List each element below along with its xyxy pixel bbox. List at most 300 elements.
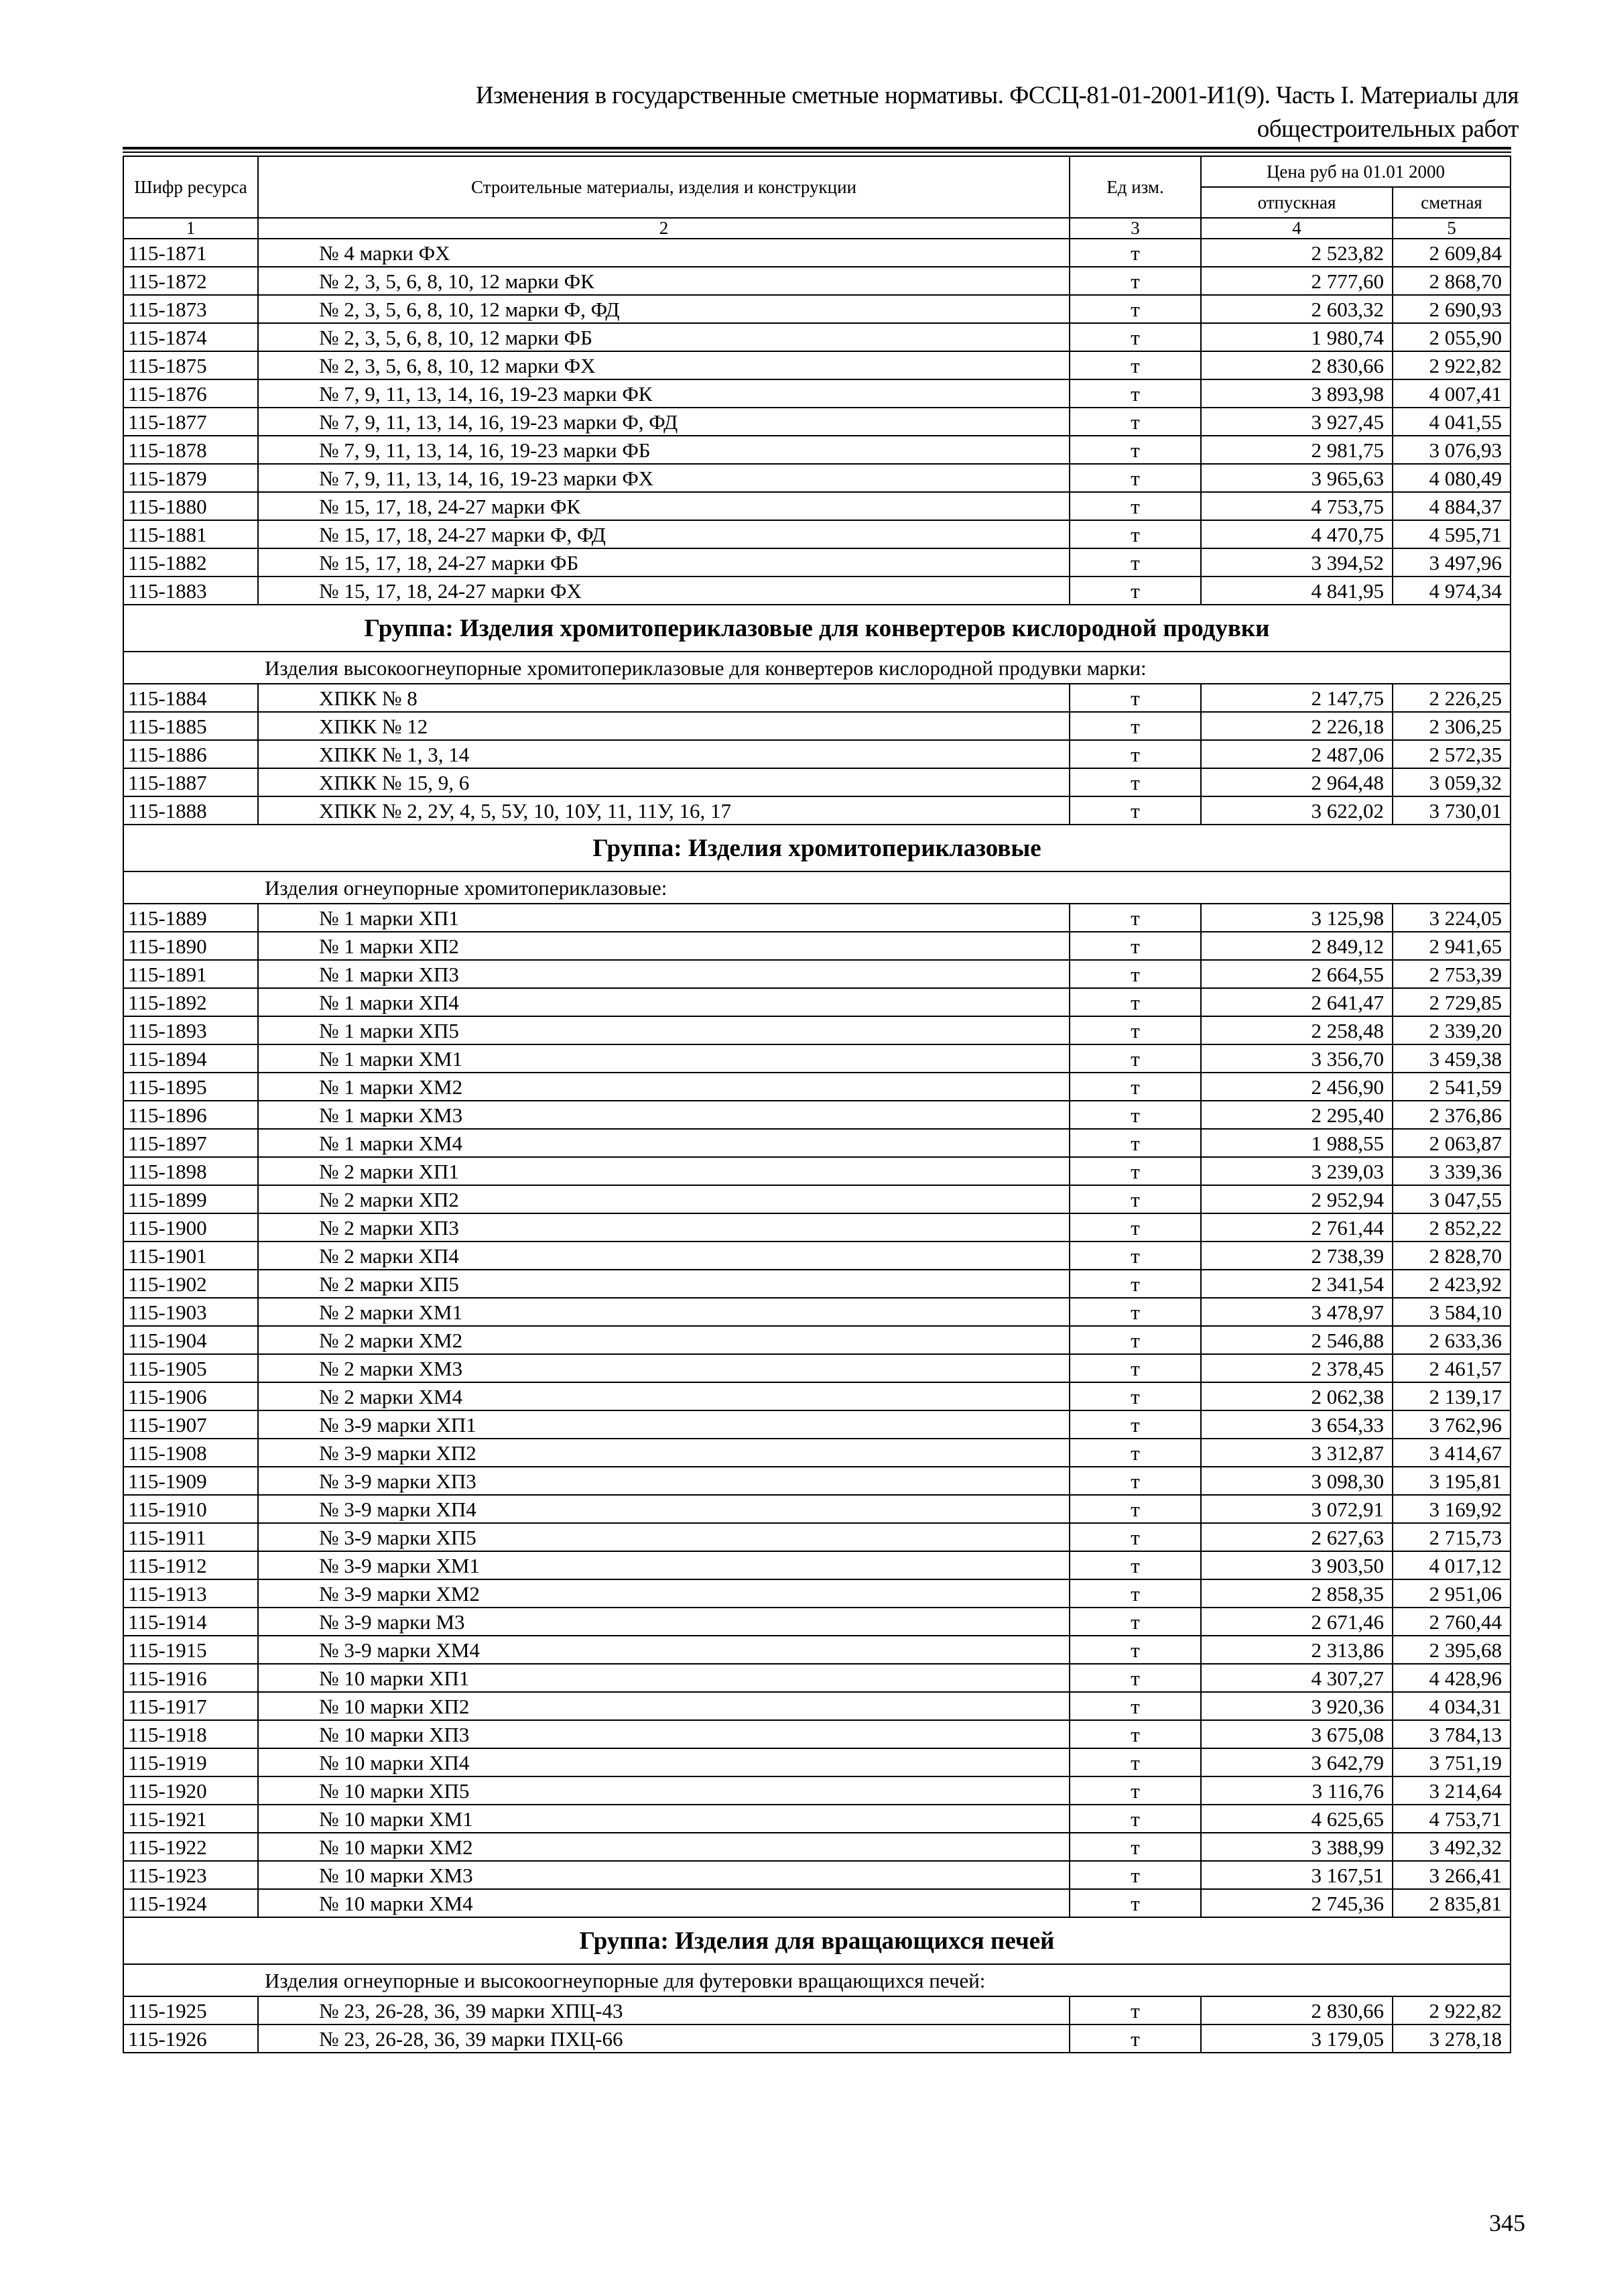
material-name: № 1 марки ХМ4 bbox=[258, 1129, 1070, 1157]
header-rule-thin bbox=[123, 152, 1511, 153]
table-row bbox=[123, 1410, 1511, 1439]
resource-code: 115-1919 bbox=[123, 1748, 258, 1776]
release-price: 2 830,66 bbox=[1201, 1996, 1393, 2025]
resource-code: 115-1902 bbox=[123, 1270, 258, 1298]
material-name: ХПКК № 12 bbox=[258, 712, 1070, 740]
resource-code: 115-1875 bbox=[123, 351, 258, 379]
estimate-price: 2 941,65 bbox=[1393, 932, 1511, 960]
resource-code: 115-1888 bbox=[123, 796, 258, 825]
unit: т bbox=[1070, 1805, 1201, 1833]
table-row bbox=[123, 740, 1511, 768]
unit: т bbox=[1070, 295, 1201, 323]
estimate-price: 4 428,96 bbox=[1393, 1664, 1511, 1692]
estimate-price: 3 730,01 bbox=[1393, 796, 1511, 825]
resource-code: 115-1881 bbox=[123, 520, 258, 548]
release-price: 2 341,54 bbox=[1201, 1270, 1393, 1298]
estimate-price: 3 047,55 bbox=[1393, 1185, 1511, 1213]
unit: т bbox=[1070, 740, 1201, 768]
estimate-price: 4 884,37 bbox=[1393, 492, 1511, 520]
material-name: № 10 марки ХМ1 bbox=[258, 1805, 1070, 1833]
estimate-price: 2 633,36 bbox=[1393, 1326, 1511, 1354]
unit: т bbox=[1070, 1410, 1201, 1439]
resource-code: 115-1915 bbox=[123, 1636, 258, 1664]
release-price: 2 147,75 bbox=[1201, 684, 1393, 712]
material-name: № 1 марки ХМ3 bbox=[258, 1101, 1070, 1129]
release-price: 2 456,90 bbox=[1201, 1073, 1393, 1101]
col-header-name: Строительные материалы, изделия и конструкции bbox=[258, 156, 1070, 218]
material-name: № 3-9 марки ХП3 bbox=[258, 1467, 1070, 1495]
resource-code: 115-1911 bbox=[123, 1523, 258, 1551]
col-number: 3 bbox=[1070, 218, 1201, 239]
resource-code: 115-1904 bbox=[123, 1326, 258, 1354]
material-name: № 3-9 марки ХП5 bbox=[258, 1523, 1070, 1551]
unit: т bbox=[1070, 1664, 1201, 1692]
resource-code: 115-1907 bbox=[123, 1410, 258, 1439]
material-name: № 10 марки ХП1 bbox=[258, 1664, 1070, 1692]
table-row bbox=[123, 323, 1511, 351]
estimate-price: 2 339,20 bbox=[1393, 1016, 1511, 1044]
material-name: ХПКК № 8 bbox=[258, 684, 1070, 712]
table-row bbox=[123, 1833, 1511, 1861]
table-row bbox=[123, 1270, 1511, 1298]
table-row bbox=[123, 1608, 1511, 1636]
table-row bbox=[123, 1692, 1511, 1720]
header-line-1: Изменения в государственные сметные нормативы. ФССЦ-81-01-2001-И1(9). Часть I. Материалы для bbox=[475, 82, 1519, 109]
unit: т bbox=[1070, 932, 1201, 960]
material-name: № 7, 9, 11, 13, 14, 16, 19-23 марки ФХ bbox=[258, 464, 1070, 492]
table-row bbox=[123, 492, 1511, 520]
estimate-price: 4 007,41 bbox=[1393, 379, 1511, 408]
resource-code: 115-1905 bbox=[123, 1354, 258, 1382]
unit: т bbox=[1070, 1889, 1201, 1917]
material-name: № 1 марки ХП2 bbox=[258, 932, 1070, 960]
unit: т bbox=[1070, 1467, 1201, 1495]
material-name: № 3-9 марки ХП2 bbox=[258, 1439, 1070, 1467]
material-name: № 2, 3, 5, 6, 8, 10, 12 марки Ф, ФД bbox=[258, 295, 1070, 323]
table-row bbox=[123, 436, 1511, 464]
resource-code: 115-1924 bbox=[123, 1889, 258, 1917]
estimate-price: 2 376,86 bbox=[1393, 1101, 1511, 1129]
estimate-price: 3 762,96 bbox=[1393, 1410, 1511, 1439]
table-row bbox=[123, 1636, 1511, 1664]
unit: т bbox=[1070, 379, 1201, 408]
unit: т bbox=[1070, 267, 1201, 295]
release-price: 3 622,02 bbox=[1201, 796, 1393, 825]
unit: т bbox=[1070, 1523, 1201, 1551]
estimate-price: 4 017,12 bbox=[1393, 1551, 1511, 1579]
material-name: № 10 марки ХП2 bbox=[258, 1692, 1070, 1720]
material-name: № 1 марки ХП4 bbox=[258, 988, 1070, 1016]
table-row bbox=[123, 904, 1511, 932]
unit: т bbox=[1070, 239, 1201, 267]
table-row bbox=[123, 796, 1511, 825]
unit: т bbox=[1070, 1044, 1201, 1073]
resource-code: 115-1872 bbox=[123, 267, 258, 295]
estimate-price: 3 076,93 bbox=[1393, 436, 1511, 464]
unit: т bbox=[1070, 1861, 1201, 1889]
estimate-price: 3 414,67 bbox=[1393, 1439, 1511, 1467]
release-price: 2 981,75 bbox=[1201, 436, 1393, 464]
table-row bbox=[123, 1720, 1511, 1748]
estimate-price: 4 041,55 bbox=[1393, 408, 1511, 436]
unit: т bbox=[1070, 492, 1201, 520]
unit: т bbox=[1070, 768, 1201, 796]
resource-code: 115-1884 bbox=[123, 684, 258, 712]
release-price: 2 641,47 bbox=[1201, 988, 1393, 1016]
release-price: 4 470,75 bbox=[1201, 520, 1393, 548]
resource-code: 115-1889 bbox=[123, 904, 258, 932]
release-price: 4 841,95 bbox=[1201, 577, 1393, 605]
unit: т bbox=[1070, 1213, 1201, 1242]
material-name: № 1 марки ХМ2 bbox=[258, 1073, 1070, 1101]
group-subtitle: Изделия огнеупорные и высокоогнеупорные для футеровки вращающихся печей: bbox=[123, 1964, 1511, 1996]
resource-code: 115-1926 bbox=[123, 2025, 258, 2053]
header-line-2: общестроительных работ bbox=[1257, 115, 1519, 143]
material-name: № 2 марки ХМ4 bbox=[258, 1382, 1070, 1410]
material-name: № 15, 17, 18, 24-27 марки ФБ bbox=[258, 548, 1070, 577]
release-price: 2 777,60 bbox=[1201, 267, 1393, 295]
unit: т bbox=[1070, 520, 1201, 548]
material-name: № 23, 26-28, 36, 39 марки ХПЦ-43 bbox=[258, 1996, 1070, 2025]
material-name: № 3-9 марки ХП4 bbox=[258, 1495, 1070, 1523]
resource-code: 115-1873 bbox=[123, 295, 258, 323]
unit: т bbox=[1070, 1298, 1201, 1326]
resource-code: 115-1922 bbox=[123, 1833, 258, 1861]
estimate-price: 2 306,25 bbox=[1393, 712, 1511, 740]
resource-code: 115-1898 bbox=[123, 1157, 258, 1185]
release-price: 2 858,35 bbox=[1201, 1579, 1393, 1608]
release-price: 3 675,08 bbox=[1201, 1720, 1393, 1748]
resource-code: 115-1925 bbox=[123, 1996, 258, 2025]
estimate-price: 2 139,17 bbox=[1393, 1382, 1511, 1410]
col-number: 1 bbox=[123, 218, 258, 239]
material-name: № 10 марки ХП4 bbox=[258, 1748, 1070, 1776]
table-row bbox=[123, 1298, 1511, 1326]
unit: т bbox=[1070, 1996, 1201, 2025]
estimate-price: 3 214,64 bbox=[1393, 1776, 1511, 1805]
release-price: 3 654,33 bbox=[1201, 1410, 1393, 1439]
group-heading bbox=[123, 1917, 1511, 1964]
unit: т bbox=[1070, 904, 1201, 932]
estimate-price: 3 492,32 bbox=[1393, 1833, 1511, 1861]
release-price: 3 903,50 bbox=[1201, 1551, 1393, 1579]
group-subtitle: Изделия высокоогнеупорные хромитопериклазовые для конвертеров кислородной продувки марки: bbox=[123, 652, 1511, 684]
unit: т bbox=[1070, 1833, 1201, 1861]
resource-code: 115-1886 bbox=[123, 740, 258, 768]
table-row bbox=[123, 1213, 1511, 1242]
col-number: 2 bbox=[258, 218, 1070, 239]
table-row bbox=[123, 1748, 1511, 1776]
release-price: 1 980,74 bbox=[1201, 323, 1393, 351]
resource-code: 115-1921 bbox=[123, 1805, 258, 1833]
estimate-price: 4 974,34 bbox=[1393, 577, 1511, 605]
estimate-price: 2 852,22 bbox=[1393, 1213, 1511, 1242]
material-name: № 10 марки ХМ4 bbox=[258, 1889, 1070, 1917]
release-price: 4 307,27 bbox=[1201, 1664, 1393, 1692]
unit: т bbox=[1070, 960, 1201, 988]
resource-code: 115-1897 bbox=[123, 1129, 258, 1157]
price-table bbox=[123, 156, 1511, 2053]
release-price: 3 098,30 bbox=[1201, 1467, 1393, 1495]
unit: т bbox=[1070, 1720, 1201, 1748]
unit: т bbox=[1070, 1636, 1201, 1664]
unit: т bbox=[1070, 577, 1201, 605]
release-price: 3 394,52 bbox=[1201, 548, 1393, 577]
unit: т bbox=[1070, 712, 1201, 740]
estimate-price: 2 395,68 bbox=[1393, 1636, 1511, 1664]
table-row bbox=[123, 520, 1511, 548]
release-price: 2 830,66 bbox=[1201, 351, 1393, 379]
resource-code: 115-1923 bbox=[123, 1861, 258, 1889]
release-price: 2 546,88 bbox=[1201, 1326, 1393, 1354]
release-price: 2 964,48 bbox=[1201, 768, 1393, 796]
material-name: № 1 марки ХП1 bbox=[258, 904, 1070, 932]
estimate-price: 3 584,10 bbox=[1393, 1298, 1511, 1326]
estimate-price: 3 266,41 bbox=[1393, 1861, 1511, 1889]
resource-code: 115-1879 bbox=[123, 464, 258, 492]
material-name: № 2 марки ХП1 bbox=[258, 1157, 1070, 1185]
table-row bbox=[123, 1016, 1511, 1044]
page-number: 345 bbox=[1489, 2210, 1525, 2236]
table-row bbox=[123, 1044, 1511, 1073]
table-body bbox=[123, 239, 1511, 2053]
unit: т bbox=[1070, 464, 1201, 492]
estimate-price: 3 195,81 bbox=[1393, 1467, 1511, 1495]
unit: т bbox=[1070, 1016, 1201, 1044]
group-title: Группа: Изделия хромитопериклазовые bbox=[123, 825, 1511, 871]
unit: т bbox=[1070, 1579, 1201, 1608]
group-heading bbox=[123, 605, 1511, 652]
resource-code: 115-1883 bbox=[123, 577, 258, 605]
resource-code: 115-1885 bbox=[123, 712, 258, 740]
estimate-price: 2 951,06 bbox=[1393, 1579, 1511, 1608]
resource-code: 115-1914 bbox=[123, 1608, 258, 1636]
document-header bbox=[476, 79, 1519, 146]
unit: т bbox=[1070, 1608, 1201, 1636]
resource-code: 115-1912 bbox=[123, 1551, 258, 1579]
table-row bbox=[123, 1326, 1511, 1354]
release-price: 2 664,55 bbox=[1201, 960, 1393, 988]
group-subtitle: Изделия огнеупорные хромитопериклазовые: bbox=[123, 871, 1511, 904]
estimate-price: 2 753,39 bbox=[1393, 960, 1511, 988]
material-name: № 7, 9, 11, 13, 14, 16, 19-23 марки Ф, ФД bbox=[258, 408, 1070, 436]
unit: т bbox=[1070, 1185, 1201, 1213]
release-price: 3 920,36 bbox=[1201, 1692, 1393, 1720]
material-name: № 3-9 марки ХМ4 bbox=[258, 1636, 1070, 1664]
material-name: № 15, 17, 18, 24-27 марки ФК bbox=[258, 492, 1070, 520]
estimate-price: 2 828,70 bbox=[1393, 1242, 1511, 1270]
table-row bbox=[123, 1129, 1511, 1157]
release-price: 3 312,87 bbox=[1201, 1439, 1393, 1467]
col-number: 4 bbox=[1201, 218, 1393, 239]
estimate-price: 4 753,71 bbox=[1393, 1805, 1511, 1833]
col-header-price: Цена руб на 01.01 2000 bbox=[1201, 156, 1511, 187]
resource-code: 115-1913 bbox=[123, 1579, 258, 1608]
unit: т bbox=[1070, 1495, 1201, 1523]
table-row bbox=[123, 239, 1511, 267]
table-row bbox=[123, 1861, 1511, 1889]
estimate-price: 3 224,05 bbox=[1393, 904, 1511, 932]
material-name: № 1 марки ХМ1 bbox=[258, 1044, 1070, 1073]
material-name: № 2 марки ХП2 bbox=[258, 1185, 1070, 1213]
table-row bbox=[123, 548, 1511, 577]
estimate-price: 2 868,70 bbox=[1393, 267, 1511, 295]
release-price: 2 603,32 bbox=[1201, 295, 1393, 323]
material-name: № 10 марки ХМ2 bbox=[258, 1833, 1070, 1861]
release-price: 2 738,39 bbox=[1201, 1242, 1393, 1270]
release-price: 3 179,05 bbox=[1201, 2025, 1393, 2053]
table-row bbox=[123, 1467, 1511, 1495]
resource-code: 115-1893 bbox=[123, 1016, 258, 1044]
table-row bbox=[123, 295, 1511, 323]
resource-code: 115-1899 bbox=[123, 1185, 258, 1213]
estimate-price: 2 063,87 bbox=[1393, 1129, 1511, 1157]
material-name: № 23, 26-28, 36, 39 марки ПХЦ-66 bbox=[258, 2025, 1070, 2053]
col-header-estimate-price: сметная bbox=[1393, 187, 1511, 218]
table-row bbox=[123, 712, 1511, 740]
table-row bbox=[123, 1354, 1511, 1382]
material-name: № 3-9 марки ХП1 bbox=[258, 1410, 1070, 1439]
group-title: Группа: Изделия хромитопериклазовые для конвертеров кислородной продувки bbox=[123, 605, 1511, 652]
material-name: № 2 марки ХМ3 bbox=[258, 1354, 1070, 1382]
material-name: № 15, 17, 18, 24-27 марки Ф, ФД bbox=[258, 520, 1070, 548]
release-price: 3 356,70 bbox=[1201, 1044, 1393, 1073]
resource-code: 115-1910 bbox=[123, 1495, 258, 1523]
material-name: ХПКК № 2, 2У, 4, 5, 5У, 10, 10У, 11, 11У, 16, 17 bbox=[258, 796, 1070, 825]
resource-code: 115-1903 bbox=[123, 1298, 258, 1326]
unit: т bbox=[1070, 1692, 1201, 1720]
material-name: № 2 марки ХМ2 bbox=[258, 1326, 1070, 1354]
table-row bbox=[123, 768, 1511, 796]
material-name: ХПКК № 15, 9, 6 bbox=[258, 768, 1070, 796]
table-row bbox=[123, 1996, 1511, 2025]
estimate-price: 2 690,93 bbox=[1393, 295, 1511, 323]
release-price: 2 313,86 bbox=[1201, 1636, 1393, 1664]
release-price: 2 952,94 bbox=[1201, 1185, 1393, 1213]
resource-code: 115-1880 bbox=[123, 492, 258, 520]
unit: т bbox=[1070, 1382, 1201, 1410]
group-subtitle-row bbox=[123, 871, 1511, 904]
release-price: 3 965,63 bbox=[1201, 464, 1393, 492]
resource-code: 115-1878 bbox=[123, 436, 258, 464]
table-row bbox=[123, 1242, 1511, 1270]
resource-code: 115-1917 bbox=[123, 1692, 258, 1720]
resource-code: 115-1920 bbox=[123, 1776, 258, 1805]
table-row bbox=[123, 1382, 1511, 1410]
resource-code: 115-1918 bbox=[123, 1720, 258, 1748]
material-name: № 10 марки ХП3 bbox=[258, 1720, 1070, 1748]
release-price: 3 478,97 bbox=[1201, 1298, 1393, 1326]
estimate-price: 3 784,13 bbox=[1393, 1720, 1511, 1748]
table-row bbox=[123, 351, 1511, 379]
resource-code: 115-1909 bbox=[123, 1467, 258, 1495]
table-row bbox=[123, 408, 1511, 436]
resource-code: 115-1900 bbox=[123, 1213, 258, 1242]
release-price: 2 849,12 bbox=[1201, 932, 1393, 960]
group-heading bbox=[123, 825, 1511, 871]
material-name: № 2 марки ХМ1 bbox=[258, 1298, 1070, 1326]
table-row bbox=[123, 1073, 1511, 1101]
unit: т bbox=[1070, 1776, 1201, 1805]
table-row bbox=[123, 1776, 1511, 1805]
release-price: 4 625,65 bbox=[1201, 1805, 1393, 1833]
resource-code: 115-1916 bbox=[123, 1664, 258, 1692]
estimate-price: 4 080,49 bbox=[1393, 464, 1511, 492]
unit: т bbox=[1070, 1748, 1201, 1776]
release-price: 2 295,40 bbox=[1201, 1101, 1393, 1129]
release-price: 2 062,38 bbox=[1201, 1382, 1393, 1410]
table-row bbox=[123, 267, 1511, 295]
unit: т bbox=[1070, 796, 1201, 825]
release-price: 2 671,46 bbox=[1201, 1608, 1393, 1636]
estimate-price: 2 226,25 bbox=[1393, 684, 1511, 712]
estimate-price: 2 423,92 bbox=[1393, 1270, 1511, 1298]
unit: т bbox=[1070, 1326, 1201, 1354]
table-row bbox=[123, 684, 1511, 712]
material-name: № 1 марки ХП3 bbox=[258, 960, 1070, 988]
table-row bbox=[123, 1185, 1511, 1213]
table-row bbox=[123, 1101, 1511, 1129]
release-price: 3 388,99 bbox=[1201, 1833, 1393, 1861]
estimate-price: 3 459,38 bbox=[1393, 1044, 1511, 1073]
unit: т bbox=[1070, 1354, 1201, 1382]
table-row bbox=[123, 1664, 1511, 1692]
unit: т bbox=[1070, 436, 1201, 464]
unit: т bbox=[1070, 408, 1201, 436]
resource-code: 115-1894 bbox=[123, 1044, 258, 1073]
table-row bbox=[123, 1157, 1511, 1185]
material-name: № 2, 3, 5, 6, 8, 10, 12 марки ФБ bbox=[258, 323, 1070, 351]
unit: т bbox=[1070, 1270, 1201, 1298]
resource-code: 115-1896 bbox=[123, 1101, 258, 1129]
unit: т bbox=[1070, 2025, 1201, 2053]
material-name: № 1 марки ХП5 bbox=[258, 1016, 1070, 1044]
unit: т bbox=[1070, 988, 1201, 1016]
material-name: № 2 марки ХП4 bbox=[258, 1242, 1070, 1270]
resource-code: 115-1891 bbox=[123, 960, 258, 988]
material-name: № 2 марки ХП3 bbox=[258, 1213, 1070, 1242]
group-title: Группа: Изделия для вращающихся печей bbox=[123, 1917, 1511, 1964]
resource-code: 115-1890 bbox=[123, 932, 258, 960]
unit: т bbox=[1070, 684, 1201, 712]
table-row bbox=[123, 2025, 1511, 2053]
table-row bbox=[123, 1889, 1511, 1917]
estimate-price: 3 339,36 bbox=[1393, 1157, 1511, 1185]
material-name: № 3-9 марки ХМ1 bbox=[258, 1551, 1070, 1579]
estimate-price: 2 922,82 bbox=[1393, 351, 1511, 379]
col-header-unit: Ед изм. bbox=[1070, 156, 1201, 218]
estimate-price: 3 059,32 bbox=[1393, 768, 1511, 796]
table-row bbox=[123, 932, 1511, 960]
estimate-price: 2 541,59 bbox=[1393, 1073, 1511, 1101]
release-price: 2 258,48 bbox=[1201, 1016, 1393, 1044]
table-row bbox=[123, 1495, 1511, 1523]
release-price: 3 125,98 bbox=[1201, 904, 1393, 932]
table-row bbox=[123, 1439, 1511, 1467]
material-name: № 7, 9, 11, 13, 14, 16, 19-23 марки ФК bbox=[258, 379, 1070, 408]
release-price: 3 239,03 bbox=[1201, 1157, 1393, 1185]
table-row bbox=[123, 1551, 1511, 1579]
release-price: 2 523,82 bbox=[1201, 239, 1393, 267]
material-name: ХПКК № 1, 3, 14 bbox=[258, 740, 1070, 768]
material-name: № 2, 3, 5, 6, 8, 10, 12 марки ФХ bbox=[258, 351, 1070, 379]
unit: т bbox=[1070, 1073, 1201, 1101]
resource-code: 115-1871 bbox=[123, 239, 258, 267]
estimate-price: 3 751,19 bbox=[1393, 1748, 1511, 1776]
estimate-price: 2 715,73 bbox=[1393, 1523, 1511, 1551]
group-subtitle-row bbox=[123, 652, 1511, 684]
material-name: № 4 марки ФХ bbox=[258, 239, 1070, 267]
